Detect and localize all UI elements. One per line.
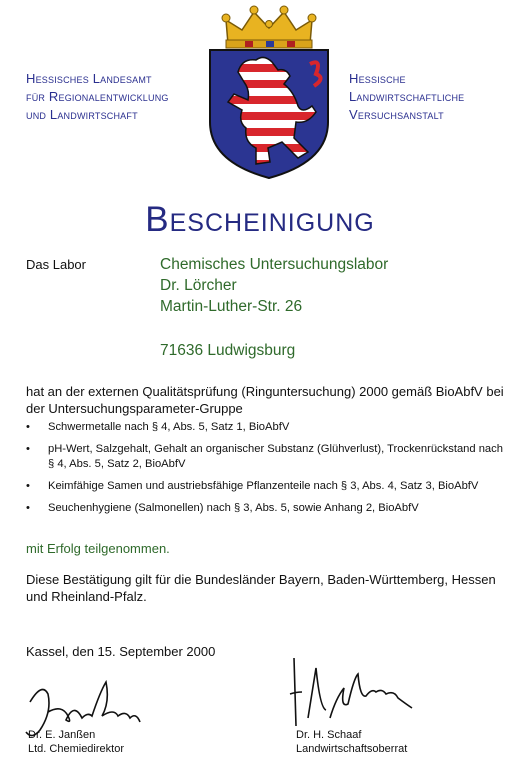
left-org-line-2: für Regionalentwicklung bbox=[26, 89, 169, 104]
signature-2-icon bbox=[286, 648, 426, 730]
signatory-2-name: Dr. H. Schaaf bbox=[296, 729, 362, 741]
document-title: Bescheinigung bbox=[145, 200, 375, 239]
crown-icon bbox=[222, 6, 316, 48]
parameter-text: pH-Wert, Salzgehalt, Gehalt an organischer Substanz (Glühverlust), Trockenrückstand nach § 4, Abs. 5, Satz 2, BioAbfV bbox=[48, 443, 503, 470]
list-item bbox=[26, 420, 506, 435]
signatory-1 bbox=[28, 728, 124, 756]
lab-owner: Dr. Lörcher bbox=[160, 277, 237, 294]
validity-text: Diese Bestätigung gilt für die Bundesländer Bayern, Baden-Württemberg, Hessen und Rheinland-Pfalz. bbox=[26, 572, 496, 604]
right-org-line-1: Hessische bbox=[349, 71, 406, 86]
lab-name: Chemisches Untersuchungslabor bbox=[160, 256, 389, 273]
signatory-1-name: Dr. E. Janßen bbox=[28, 729, 96, 741]
lab-address bbox=[160, 254, 388, 317]
right-org-line-3: Versuchsanstalt bbox=[349, 107, 444, 122]
lab-street: Martin-Luther-Str. 26 bbox=[160, 298, 303, 315]
right-org-line-2: Landwirtschaftliche bbox=[349, 89, 465, 104]
left-org-line-3: und Landwirtschaft bbox=[26, 107, 138, 122]
bullet-icon: • bbox=[26, 421, 30, 433]
lab-city: 71636 Ludwigsburg bbox=[160, 342, 296, 359]
left-organization bbox=[26, 70, 226, 124]
signatory-2 bbox=[296, 728, 407, 756]
success-statement: mit Erfolg teilgenommen. bbox=[26, 541, 170, 556]
hessian-lion-crest-icon bbox=[198, 2, 340, 180]
bullet-icon: • bbox=[26, 502, 30, 514]
intro-text: hat an der externen Qualitätsprüfung (Ringuntersuchung) 2000 gemäß BioAbfV bei der Untersuchungsparameter-Gruppe bbox=[26, 384, 504, 416]
lab-label: Das Labor bbox=[26, 257, 86, 272]
right-organization bbox=[349, 70, 519, 124]
parameter-text: Keimfähige Samen und austriebsfähige Pflanzenteile nach § 3, Abs. 4, Satz 3, BioAbfV bbox=[48, 480, 479, 492]
list-item bbox=[26, 479, 506, 494]
bullet-icon: • bbox=[26, 443, 30, 455]
place-date: Kassel, den 15. September 2000 bbox=[26, 644, 216, 659]
left-org-line-1: Hessisches Landesamt bbox=[26, 71, 152, 86]
signatory-1-title: Ltd. Chemiedirektor bbox=[28, 743, 124, 755]
parameter-text: Schwermetalle nach § 4, Abs. 5, Satz 1, BioAbfV bbox=[48, 421, 290, 433]
list-item bbox=[26, 501, 506, 516]
parameter-text: Seuchenhygiene (Salmonellen) nach § 3, Abs. 5, sowie Anhang 2, BioAbfV bbox=[48, 502, 419, 514]
signatory-2-title: Landwirtschaftsoberrat bbox=[296, 743, 408, 755]
list-item bbox=[26, 442, 506, 472]
parameter-list bbox=[26, 420, 506, 523]
bullet-icon: • bbox=[26, 480, 30, 492]
